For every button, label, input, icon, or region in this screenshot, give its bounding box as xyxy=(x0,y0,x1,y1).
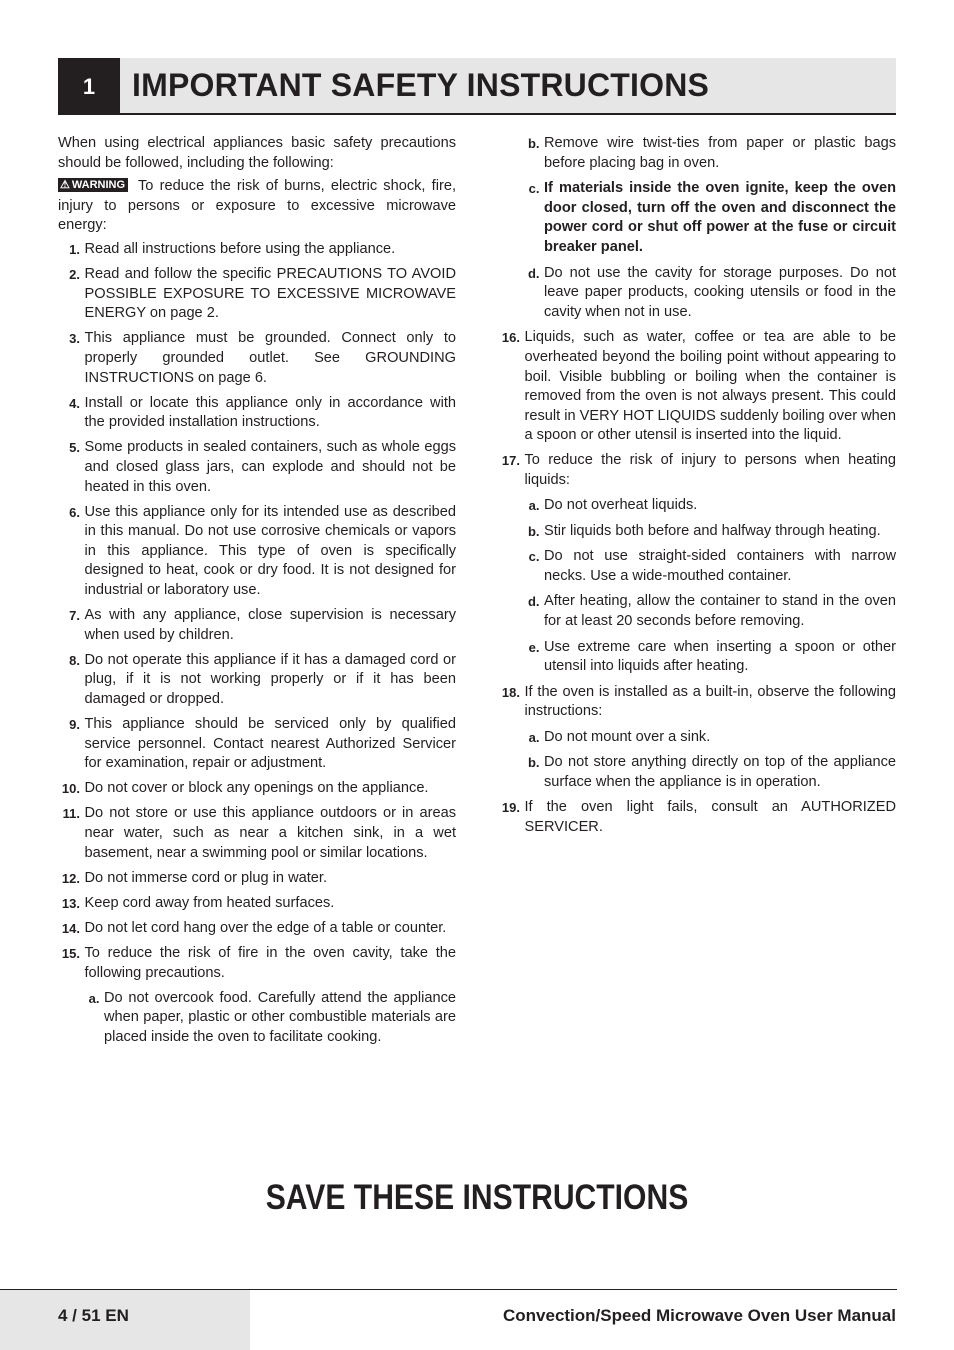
list-item xyxy=(58,606,456,645)
list-item xyxy=(58,919,456,939)
item-number: 19. xyxy=(501,800,520,816)
sub-item xyxy=(498,522,896,542)
sub-item-letter: c. xyxy=(528,181,540,197)
sub-item xyxy=(498,264,896,323)
item-number: 5. xyxy=(69,440,80,456)
item-number: 14. xyxy=(61,920,80,936)
item-text: Do not immerse cord or plug in water. xyxy=(84,869,328,886)
item-number: 7. xyxy=(69,608,80,624)
sub-item-text: Remove wire twist-ties from paper or plastic bags before placing bag in oven. xyxy=(544,135,896,171)
warning-triangle-icon: ⚠ xyxy=(60,179,70,192)
list-item xyxy=(58,329,456,388)
item-text: Install or locate this appliance only in accordance with the provided installation instructions. xyxy=(84,394,456,431)
list-item xyxy=(498,683,896,722)
sub-item xyxy=(498,134,896,173)
item-number: 3. xyxy=(69,331,80,347)
item-text: To reduce the risk of injury to persons when heating liquids: xyxy=(524,452,896,488)
warning-badge xyxy=(58,178,128,192)
page-number: 4 / 51 EN xyxy=(58,1306,129,1325)
sub-item-text: Do not overheat liquids. xyxy=(544,497,698,514)
list-item xyxy=(498,451,896,490)
list-item xyxy=(58,503,456,601)
sub-item-letter: b. xyxy=(527,136,540,151)
list-item xyxy=(58,869,456,889)
sub-item xyxy=(498,592,896,631)
list-item xyxy=(58,715,456,774)
section-number: 1 xyxy=(58,58,120,115)
sub-item-letter: a. xyxy=(88,990,100,1006)
sub-item-letter: e. xyxy=(528,639,540,655)
list-item xyxy=(58,240,456,260)
list-item xyxy=(58,894,456,914)
list-item xyxy=(58,804,456,863)
sub-item-letter: b. xyxy=(527,523,540,539)
sub-item-text: Do not use the cavity for storage purposes. Do not leave paper products, cooking utensils or food in the cavity when not in use. xyxy=(544,264,896,320)
item-text: Do not let cord hang over the edge of a table or counter. xyxy=(84,919,447,936)
item-number: 15. xyxy=(61,945,80,961)
list-item xyxy=(58,651,456,710)
page-title: IMPORTANT SAFETY INSTRUCTIONS xyxy=(132,67,710,103)
sub-item-text: If materials inside the oven ignite, keep the oven door closed, turn off the oven and disconnect the power cord or shut off power at the fuse or circuit breaker panel. xyxy=(544,180,896,255)
intro-text: When using electrical appliances basic safety precautions should be followed, including the following: xyxy=(58,135,456,171)
list-item xyxy=(58,394,456,433)
sub-item-text: Use extreme care when inserting a spoon or other utensil into liquids after heating. xyxy=(544,638,896,675)
list-item xyxy=(58,944,456,983)
item-number: 11. xyxy=(62,806,80,822)
item-text: Some products in sealed containers, such as whole eggs and closed glass jars, can explode and should not be heated in this oven. xyxy=(84,439,456,495)
item-text: Do not store or use this appliance outdoors or in areas near water, such as near a kitchen sink, in a wet basement, near a swimming pool or similar locations. xyxy=(84,805,456,861)
section-header xyxy=(58,58,896,115)
item-number: 18. xyxy=(501,684,520,700)
warning-text: To reduce the risk of burns, electric shock, fire, injury to persons or exposure to excessive microwave energy: xyxy=(58,178,456,234)
item-text: This appliance must be grounded. Connect only to properly grounded outlet. See GROUNDING INSTRUCTIONS on page 6. xyxy=(84,330,456,386)
item-number: 9. xyxy=(69,717,80,733)
item-number: 17. xyxy=(501,453,520,469)
sub-item-text: Do not use straight-sided containers with narrow necks. Use a wide-mouthed container. xyxy=(544,548,896,584)
item-number: 6. xyxy=(69,504,80,520)
save-instructions-heading: SAVE THESE INSTRUCTIONS xyxy=(265,1178,689,1217)
item-text: Use this appliance only for its intended use as described in this manual. Do not use corrosive chemicals or vapors in this appliance. This type of oven is specifically designed to heat, cook or dry food. It is not designed for industrial or laboratory use. xyxy=(84,503,456,598)
sub-item-letter: b. xyxy=(527,755,540,771)
list-item xyxy=(498,328,896,446)
sub-item xyxy=(498,547,896,586)
item-text: Do not cover or block any openings on the appliance. xyxy=(84,780,429,797)
manual-title: Convection/Speed Microwave Oven User Manual xyxy=(502,1306,896,1325)
list-item xyxy=(498,798,896,837)
sub-item xyxy=(498,728,896,748)
sub-item-letter: a. xyxy=(528,729,540,745)
item-text: To reduce the risk of fire in the oven cavity, take the following precautions. xyxy=(84,944,456,981)
item-text: This appliance should be serviced only by qualified service personnel. Contact nearest Authorized Servicer for examination, repair or adjustment. xyxy=(84,716,456,772)
item-number: 13. xyxy=(61,895,80,911)
item-text: If the oven is installed as a built-in, observe the following instructions: xyxy=(524,683,896,720)
sub-item-letter: d. xyxy=(527,594,540,610)
left-column xyxy=(58,134,456,1053)
item-text: As with any appliance, close supervision is necessary when used by children. xyxy=(84,607,456,643)
sub-item-text: Do not overcook food. Carefully attend the appliance when paper, plastic or other combustible materials are placed inside the oven to facilitate cooking. xyxy=(104,989,456,1045)
sub-item xyxy=(498,638,896,677)
sub-item xyxy=(76,989,456,1048)
item-text: Read and follow the specific PRECAUTIONS TO AVOID POSSIBLE EXPOSURE TO EXCESSIVE MICROWAVE ENERGY on page 2. xyxy=(84,266,456,322)
item-text: If the oven light fails, consult an AUTHORIZED SERVICER. xyxy=(524,799,896,835)
item-number: 10. xyxy=(61,781,80,797)
item-number: 12. xyxy=(61,870,80,886)
sub-item-text: Stir liquids both before and halfway through heating. xyxy=(544,522,881,539)
sub-item-text: Do not store anything directly on top of the appliance surface when the appliance is in operation. xyxy=(544,754,896,790)
item-number: 2. xyxy=(69,267,80,283)
item-number: 1. xyxy=(69,241,80,257)
sub-item xyxy=(498,496,896,516)
item-text: Read all instructions before using the appliance. xyxy=(84,240,396,257)
sub-item-letter: d. xyxy=(527,265,540,281)
warning-badge-label: WARNING xyxy=(71,179,126,192)
item-text: Keep cord away from heated surfaces. xyxy=(84,894,335,911)
list-item xyxy=(58,438,456,497)
right-column xyxy=(498,134,896,843)
warning-paragraph xyxy=(58,177,456,236)
sub-item-text: After heating, allow the container to stand in the oven for at least 20 seconds before removing. xyxy=(544,593,896,630)
item-number: 8. xyxy=(69,652,80,668)
item-number: 16. xyxy=(501,330,520,346)
sub-item-text: Do not mount over a sink. xyxy=(544,728,711,745)
list-item xyxy=(58,265,456,324)
sub-item-letter: a. xyxy=(528,498,540,514)
sub-item-letter: c. xyxy=(528,549,540,565)
item-text: Liquids, such as water, coffee or tea are able to be overheated beyond the boiling point without appearing to boil. Visible bubbling or boiling when the container is removed from the oven is not always present. This could result in VERY HOT LIQUIDS suddenly boiling over when a spoon or other utensil is inserted into the liquid. xyxy=(524,329,897,444)
item-number: 4. xyxy=(69,395,80,411)
sub-item xyxy=(498,179,896,257)
sub-item xyxy=(498,753,896,792)
item-text: Do not operate this appliance if it has a damaged cord or plug, if it is not working properly or if it has been damaged or dropped. xyxy=(84,651,456,707)
list-item xyxy=(58,779,456,799)
